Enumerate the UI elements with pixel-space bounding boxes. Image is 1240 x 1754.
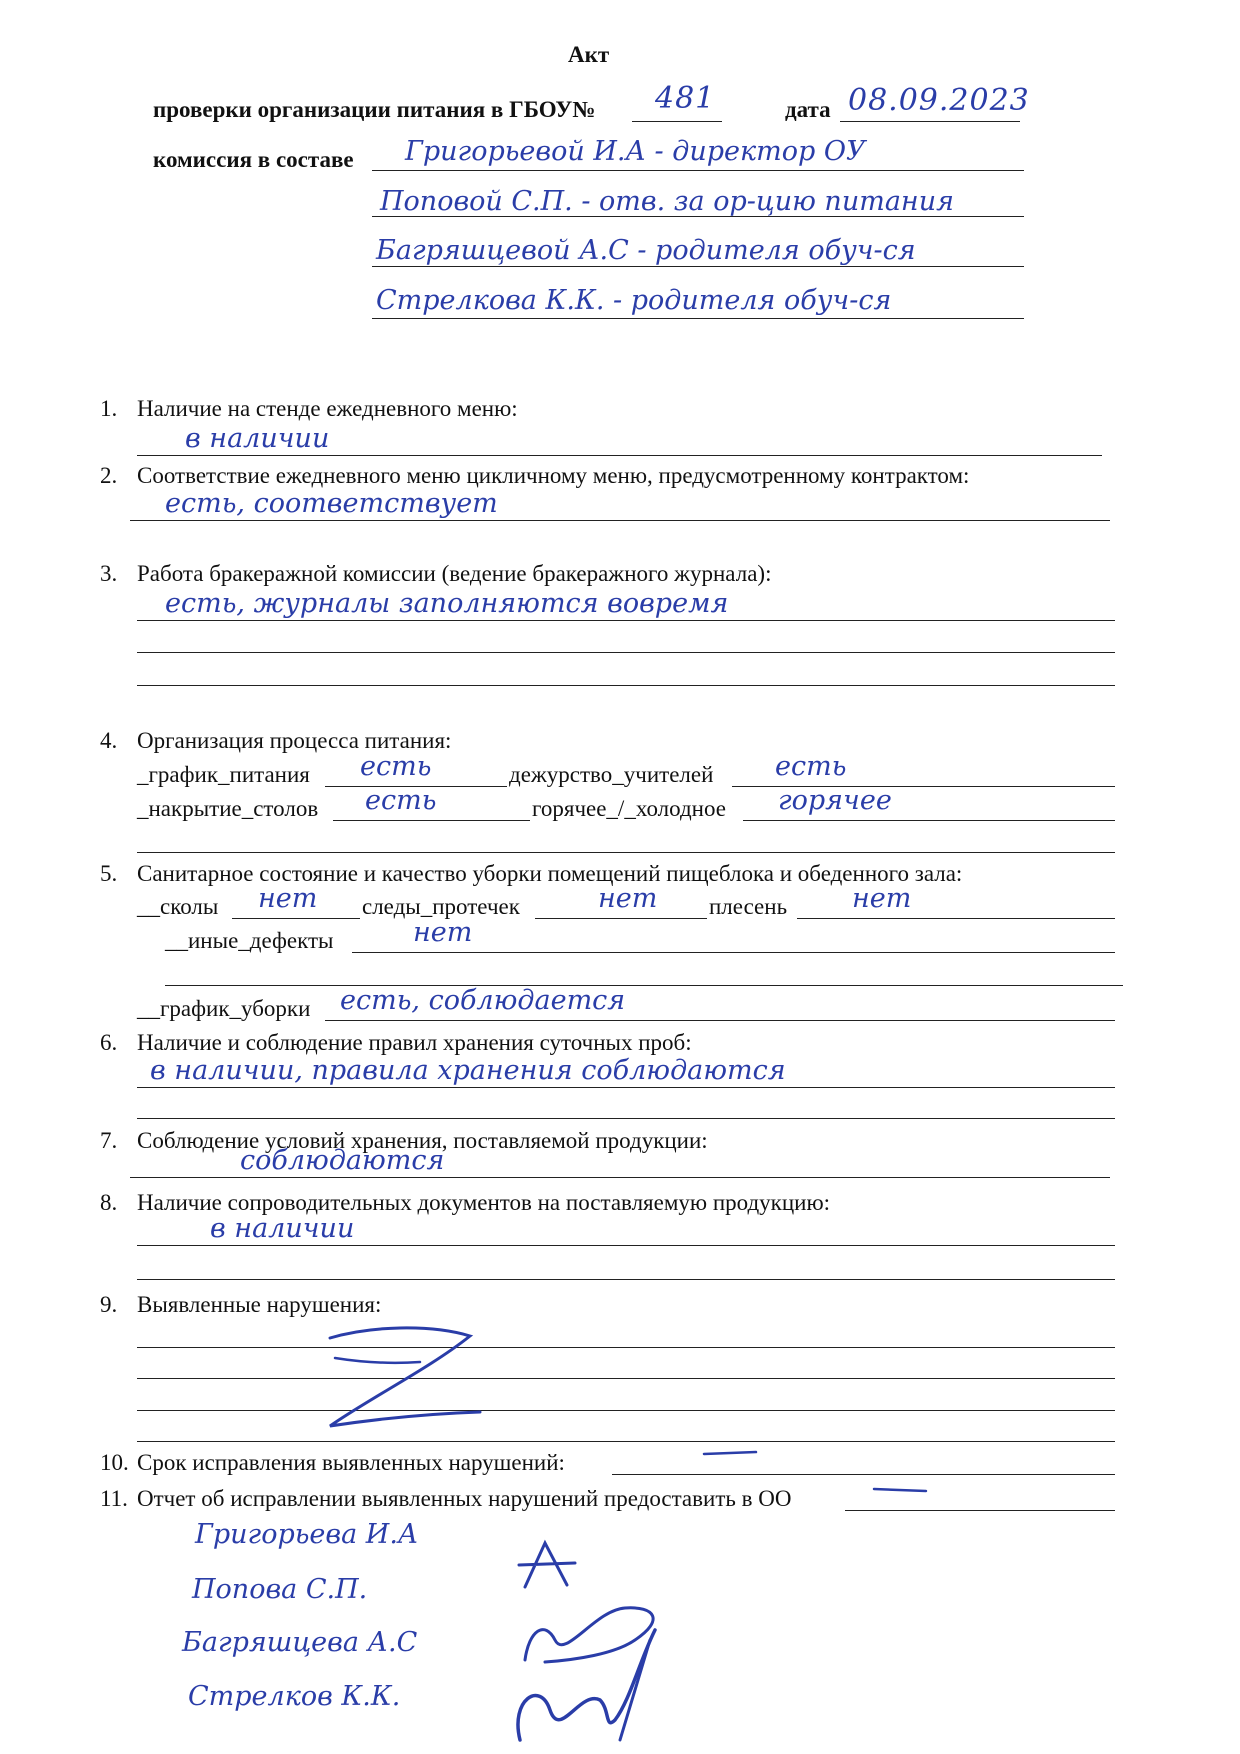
school-number-line	[632, 121, 722, 122]
item-3-line-1	[137, 620, 1115, 621]
item-10-label: Срок исправления выявленных нарушений:	[137, 1450, 565, 1475]
leaks-line	[535, 918, 707, 919]
mold-label: плесень	[709, 894, 788, 919]
item-9-number: 9.	[100, 1292, 118, 1317]
teacher-duty-field[interactable]: есть	[775, 751, 847, 782]
item-1-label: Наличие на стенде ежедневного меню:	[137, 396, 518, 421]
item-6-label: Наличие и соблюдение правил хранения суточных проб:	[137, 1030, 692, 1055]
item-8-answer[interactable]: в наличии	[210, 1213, 355, 1244]
item-9-line-1	[137, 1347, 1115, 1348]
commission-line-1	[372, 170, 1024, 171]
signatory-name-1: Григорьева И.А	[195, 1519, 419, 1550]
chips-label: __сколы	[137, 894, 219, 919]
table-setting-field[interactable]: есть	[365, 785, 437, 816]
item-10-line	[612, 1474, 1115, 1475]
item-3-line-3	[137, 685, 1115, 686]
item-9-cross-out-stroke	[310, 1318, 490, 1438]
item-11-number: 11.	[100, 1486, 128, 1511]
item-5-label: Санитарное состояние и качество уборки помещений пищеблока и обеденного зала:	[137, 861, 963, 886]
item-8-label: Наличие сопроводительных документов на поставляемую продукцию:	[137, 1190, 831, 1215]
item-3-answer[interactable]: есть, журналы заполняются вовремя	[165, 588, 729, 619]
cleaning-schedule-label: __график_уборки	[137, 996, 311, 1021]
item-6-answer[interactable]: в наличии, правила хранения соблюдаются	[150, 1055, 786, 1086]
teacher-duty-label: дежурство_учителей	[509, 762, 714, 787]
item-10-number: 10.	[100, 1450, 129, 1475]
commission-member-2[interactable]: Поповой С.П. - отв. за ор-цию питания	[380, 186, 954, 217]
item-3-line-2	[137, 652, 1115, 653]
table-setting-label: _накрытие_столов	[137, 796, 319, 821]
item-11-label: Отчет об исправлении выявленных нарушений предоставить в ОО	[137, 1486, 792, 1511]
item-11-line	[845, 1510, 1115, 1511]
item-6-number: 6.	[100, 1030, 118, 1055]
item-8-number: 8.	[100, 1190, 118, 1215]
hot-cold-line	[743, 820, 1115, 821]
item-4-number: 4.	[100, 728, 118, 753]
commission-label: комиссия в составе	[153, 147, 354, 172]
item-1-answer[interactable]: в наличии	[185, 423, 330, 454]
item-7-line	[130, 1177, 1110, 1178]
other-defects-line	[352, 952, 1115, 953]
chips-field[interactable]: нет	[258, 883, 318, 914]
item-6-line-1	[137, 1087, 1115, 1088]
mold-field[interactable]: нет	[852, 883, 912, 914]
signature-scribble-1	[515, 1535, 585, 1595]
item-7-number: 7.	[100, 1128, 118, 1153]
cleaning-schedule-field[interactable]: есть, соблюдается	[340, 985, 626, 1016]
commission-member-1[interactable]: Григорьевой И.А - директор ОУ	[405, 136, 866, 167]
item-8-line-1	[137, 1245, 1115, 1246]
signatory-name-2: Попова С.П.	[192, 1574, 368, 1605]
item-1-number: 1.	[100, 396, 118, 421]
item-1-line	[137, 455, 1102, 456]
item-3-number: 3.	[100, 561, 118, 586]
leaks-field[interactable]: нет	[598, 883, 658, 914]
item-2-label: Соответствие ежедневного меню цикличному меню, предусмотренному контрактом:	[137, 463, 970, 488]
item-8-line-2	[137, 1279, 1115, 1280]
item-4-line-extra	[137, 852, 1115, 853]
other-defects-label: __иные_дефекты	[165, 928, 334, 953]
commission-member-4[interactable]: Стрелкова К.К. - родителя обуч-ся	[376, 285, 892, 316]
item-2-number: 2.	[100, 463, 118, 488]
item-9-label: Выявленные нарушения:	[137, 1292, 382, 1317]
item-2-answer[interactable]: есть, соответствует	[165, 488, 498, 519]
item-5-line-extra	[165, 985, 1123, 986]
signature-scribble-3	[500, 1620, 670, 1750]
item-10-dash-stroke	[700, 1448, 760, 1460]
document-subtitle: проверки организации питания в ГБОУ№	[153, 97, 596, 122]
item-4-label: Организация процесса питания:	[137, 728, 452, 753]
school-number-field[interactable]: 481	[655, 81, 716, 116]
mold-line	[797, 918, 1115, 919]
item-9-line-3	[137, 1410, 1115, 1411]
signatory-name-3: Багряшцева А.С	[182, 1627, 418, 1658]
hot-cold-label: горячее_/_холодное	[532, 796, 726, 821]
item-3-label: Работа бракеражной комиссии (ведение бракеражного журнала):	[137, 561, 772, 586]
item-2-line	[130, 520, 1110, 521]
cleaning-schedule-line	[325, 1020, 1115, 1021]
item-7-answer[interactable]: соблюдаются	[240, 1145, 445, 1176]
document-title: Акт	[568, 42, 610, 67]
commission-line-3	[372, 266, 1024, 267]
leaks-label: следы_протечек	[362, 894, 520, 919]
meal-schedule-field[interactable]: есть	[360, 751, 432, 782]
item-9-line-2	[137, 1378, 1115, 1379]
chips-line	[232, 918, 360, 919]
item-5-number: 5.	[100, 861, 118, 886]
signatory-name-4: Стрелков К.К.	[188, 1681, 401, 1712]
item-6-line-2	[137, 1118, 1115, 1119]
other-defects-field[interactable]: нет	[413, 917, 473, 948]
date-line	[840, 121, 1020, 122]
date-label: дата	[785, 97, 831, 122]
table-setting-line	[333, 820, 530, 821]
hot-cold-field[interactable]: горячее	[778, 785, 892, 816]
item-11-dash-stroke	[870, 1484, 930, 1496]
commission-line-4	[372, 318, 1024, 319]
date-field[interactable]: 08.09.2023	[848, 83, 1030, 118]
item-9-line-4	[137, 1441, 1115, 1442]
meal-schedule-label: _график_питания	[137, 762, 310, 787]
item-7-label: Соблюдение условий хранения, поставляемой продукции:	[137, 1128, 708, 1153]
commission-member-3[interactable]: Багряшцевой А.С - родителя обуч-ся	[376, 235, 916, 266]
